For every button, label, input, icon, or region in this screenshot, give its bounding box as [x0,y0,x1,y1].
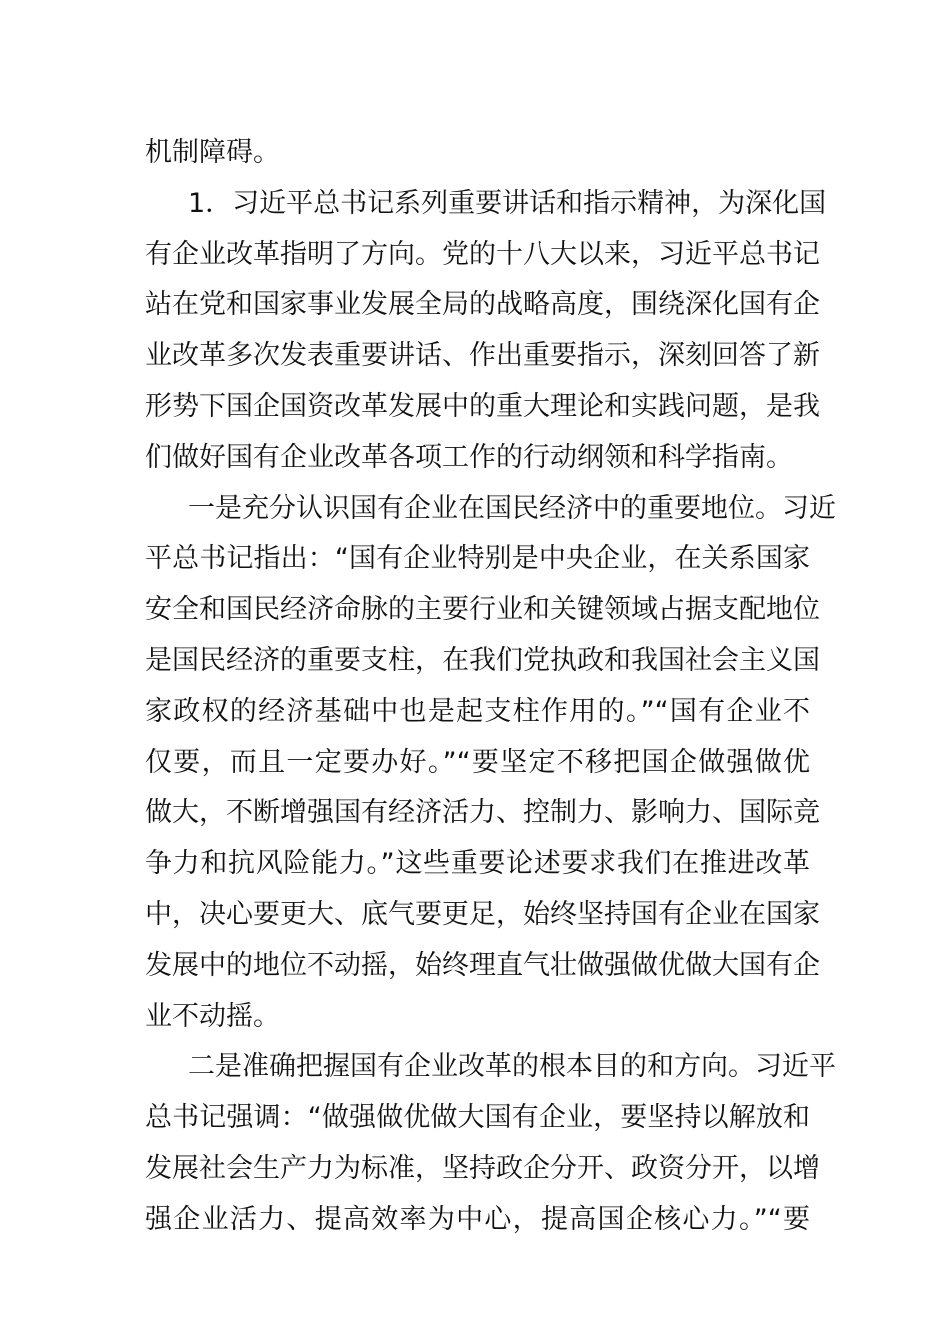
text-line: 中，决心要更大、底气要更足，始终坚持国有企业在国家 [145,898,820,930]
text-line: 总书记强调：“做强做优做大国有企业，要坚持以解放和 [145,1102,810,1134]
body-text [145,128,836,1246]
text-line: 平总书记指出：“国有企业特别是中央企业，在关系国家 [145,543,810,575]
text-line: 发展中的地位不动摇，始终理直气壮做强做优做大国有企 [145,949,820,981]
paragraph-start-line: 1．习近平总书记系列重要讲话和指示精神，为深化国 [188,187,827,219]
text-line: 业改革多次发表重要讲话、作出重要指示，深刻回答了新 [145,340,820,372]
paragraph-start-line: 一是充分认识国有企业在国民经济中的重要地位。习近 [188,492,836,524]
text-line: 仅要，而且一定要办好。”“要坚定不移把国企做强做优 [145,746,810,778]
text-line: 发展社会生产力为标准，坚持政企分开、政资分开，以增 [145,1152,820,1184]
text-line: 有企业改革指明了方向。党的十八大以来，习近平总书记 [145,238,820,270]
text-line: 们做好国有企业改革各项工作的行动纲领和科学指南。 [145,441,793,473]
text-line: 家政权的经济基础中也是起支柱作用的。”“国有企业不 [145,695,810,727]
text-line: 安全和国民经济命脉的主要行业和关键领域占据支配地位 [145,594,820,626]
text-line: 形势下国企国资改革发展中的重大理论和实践问题，是我 [145,390,820,422]
text-line: 做大，不断增强国有经济活力、控制力、影响力、国际竞 [145,797,820,829]
paragraph-start-line: 二是准确把握国有企业改革的根本目的和方向。习近平 [188,1051,836,1083]
text-line: 业不动摇。 [145,1000,280,1032]
text-line: 站在党和国家事业发展全局的战略高度，围绕深化国有企 [145,289,820,321]
text-line: 机制障碍。 [145,137,280,168]
text-line: 强企业活力、提高效率为中心，提高国企核心力。”“要 [145,1203,810,1235]
text-line: 是国民经济的重要支柱，在我们党执政和我国社会主义国 [145,644,820,676]
text-line: 争力和抗风险能力。”这些重要论述要求我们在推进改革 [145,848,810,880]
